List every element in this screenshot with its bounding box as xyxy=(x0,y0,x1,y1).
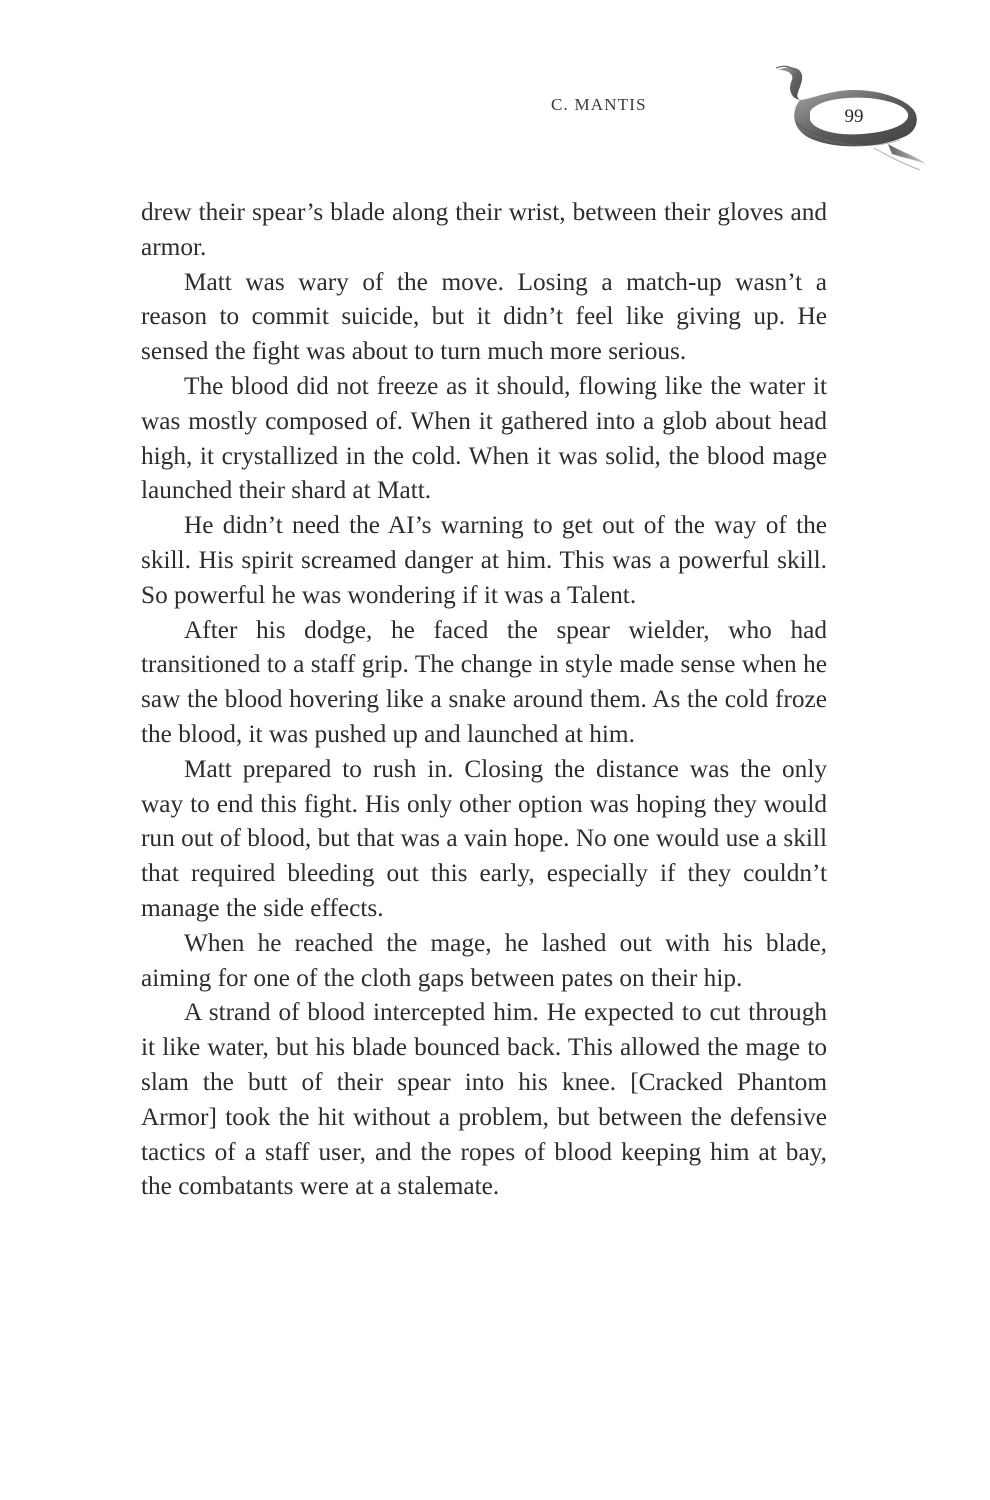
body-text xyxy=(141,195,827,1204)
paragraph: Matt prepared to rush in. Closing the distance was the only way to end this fight. His only other option was hoping they would run out of blood, but that was a vain hope. No one would use a skill that required bleeding out this early, especially if they couldn’t manage the side effects. xyxy=(141,754,827,922)
paragraph: He didn’t need the AI’s warning to get out of the way of the skill. His spirit screamed danger at him. This was a powerful skill. So powerful he was wondering if it was a Talent. xyxy=(141,511,827,609)
paragraph: drew their spear’s blade along their wrist, between their gloves and armor. xyxy=(141,198,827,261)
paragraph: A strand of blood intercepted him. He expected to cut through it like water, but his blade bounced back. This allowed the mage to slam the butt of their spear into his knee. [Cracked Phantom Armor] took the hit without a problem, but between the defensive tactics of a staff user, and the ropes of blood keeping him at bay, the combatants were at a stalemate. xyxy=(141,998,827,1201)
paragraph: After his dodge, he faced the spear wielder, who had transitioned to a staff grip. The change in style made sense when he saw the blood hovering like a snake around them. As the cold froze the blood, it was pushed up and launched at him. xyxy=(141,615,827,748)
page-number: 99 xyxy=(844,106,864,127)
paragraph: The blood did not freeze as it should, flowing like the water it was mostly composed of. When it gathered into a glob about head high, it crystallized in the cold. When it was solid, the blood mage launched their shard at Matt. xyxy=(141,371,827,505)
paragraph: When he reached the mage, he lashed out with his blade, aiming for one of the cloth gaps between pates on their hip. xyxy=(141,928,827,992)
running-head-author: C. MANTIS xyxy=(551,95,647,114)
paragraph: Matt was wary of the move. Losing a match-up wasn’t a reason to commit suicide, but it didn’t feel like giving up. He sensed the fight was about to turn much more serious. xyxy=(141,267,827,366)
